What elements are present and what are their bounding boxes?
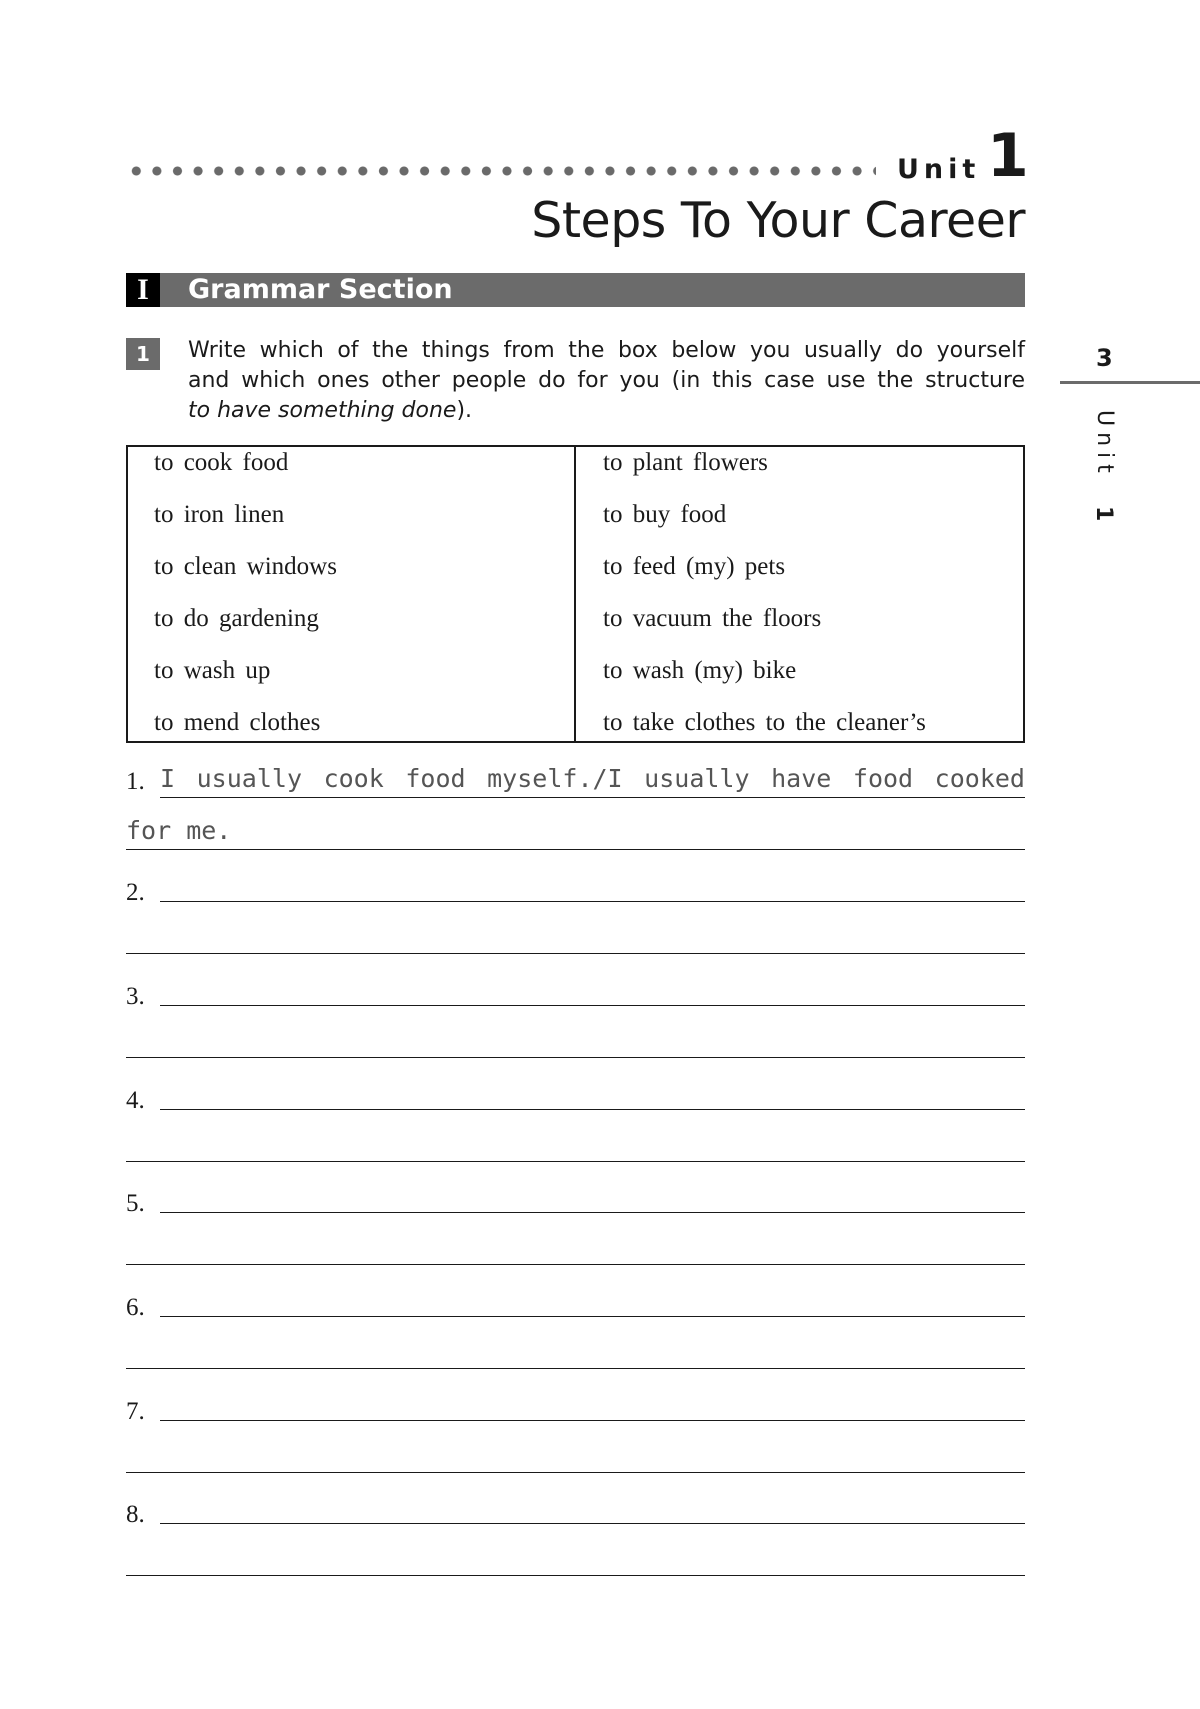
answer-number: 8.: [126, 1501, 145, 1528]
side-tab-rule: [1060, 381, 1200, 384]
answer-number: 1.: [126, 768, 145, 795]
instruction-end: ).: [456, 398, 473, 423]
answer-number: 2.: [126, 879, 145, 906]
phrase-item: to clean windows: [154, 553, 337, 580]
side-tab-unit-label: Unit: [1092, 410, 1117, 479]
answer-line[interactable]: [160, 1523, 1025, 1524]
instruction-line-2: and which ones other people do for you (in this case use the structure: [188, 368, 1025, 393]
phrase-item: to cook food: [154, 449, 289, 476]
answer-line[interactable]: [126, 1472, 1025, 1473]
answer-number: 3.: [126, 983, 145, 1010]
instruction-line-3: [188, 396, 1025, 426]
answer-number: 7.: [126, 1398, 145, 1425]
phrase-box-right-column: [603, 449, 1013, 739]
answer-rule: [126, 849, 1025, 850]
section-number: I: [126, 273, 160, 307]
phrase-item: to iron linen: [154, 501, 285, 528]
phrase-item: to do gardening: [154, 605, 319, 632]
phrase-item: to feed (my) pets: [603, 553, 786, 580]
exercise-instruction: [188, 336, 1025, 426]
phrase-box-divider: [574, 445, 576, 743]
answer-line[interactable]: [160, 1005, 1025, 1006]
answer-line[interactable]: [126, 1057, 1025, 1058]
unit-label: Unit: [897, 154, 981, 185]
phrase-box-left-column: [154, 449, 564, 739]
answer-line[interactable]: [160, 1109, 1025, 1110]
answer-line[interactable]: [126, 1161, 1025, 1162]
exercise-number-badge: 1: [126, 338, 160, 370]
phrase-item: to take clothes to the cleaner’s: [603, 709, 926, 736]
answer-line[interactable]: [126, 1368, 1025, 1369]
page-title: Steps To Your Career: [531, 192, 1025, 249]
answer-rule: [160, 797, 1025, 798]
phrase-item: to plant flowers: [603, 449, 768, 476]
answer-line[interactable]: [160, 1316, 1025, 1317]
answer-number: 6.: [126, 1294, 145, 1321]
phrase-item: to buy food: [603, 501, 727, 528]
answer-line[interactable]: [126, 1575, 1025, 1576]
answer-line[interactable]: [160, 1212, 1025, 1213]
answer-number: 5.: [126, 1190, 145, 1217]
answer-line[interactable]: [126, 953, 1025, 954]
instruction-structure: to have something done: [188, 398, 457, 423]
side-tab-unit-number: 1: [1091, 506, 1116, 522]
unit-number: 1: [987, 121, 1029, 191]
instruction-line-1: Write which of the things from the box below you usually do yourself: [188, 338, 1025, 363]
phrase-item: to vacuum the floors: [603, 605, 822, 632]
answer-number: 4.: [126, 1087, 145, 1114]
answer-line[interactable]: [160, 901, 1025, 902]
phrase-item: to mend clothes: [154, 709, 321, 736]
section-title: Grammar Section: [188, 274, 453, 305]
page-number: 3: [1096, 344, 1113, 372]
answer-line[interactable]: [126, 1264, 1025, 1265]
phrase-item: to wash up: [154, 657, 271, 684]
phrase-item: to wash (my) bike: [603, 657, 797, 684]
answer-line[interactable]: [160, 1420, 1025, 1421]
dotted-rule: [126, 166, 876, 176]
example-answer-line-2: for me.: [126, 816, 232, 845]
example-answer-line-1: I usually cook food myself./I usually have food cooked: [160, 764, 1025, 793]
